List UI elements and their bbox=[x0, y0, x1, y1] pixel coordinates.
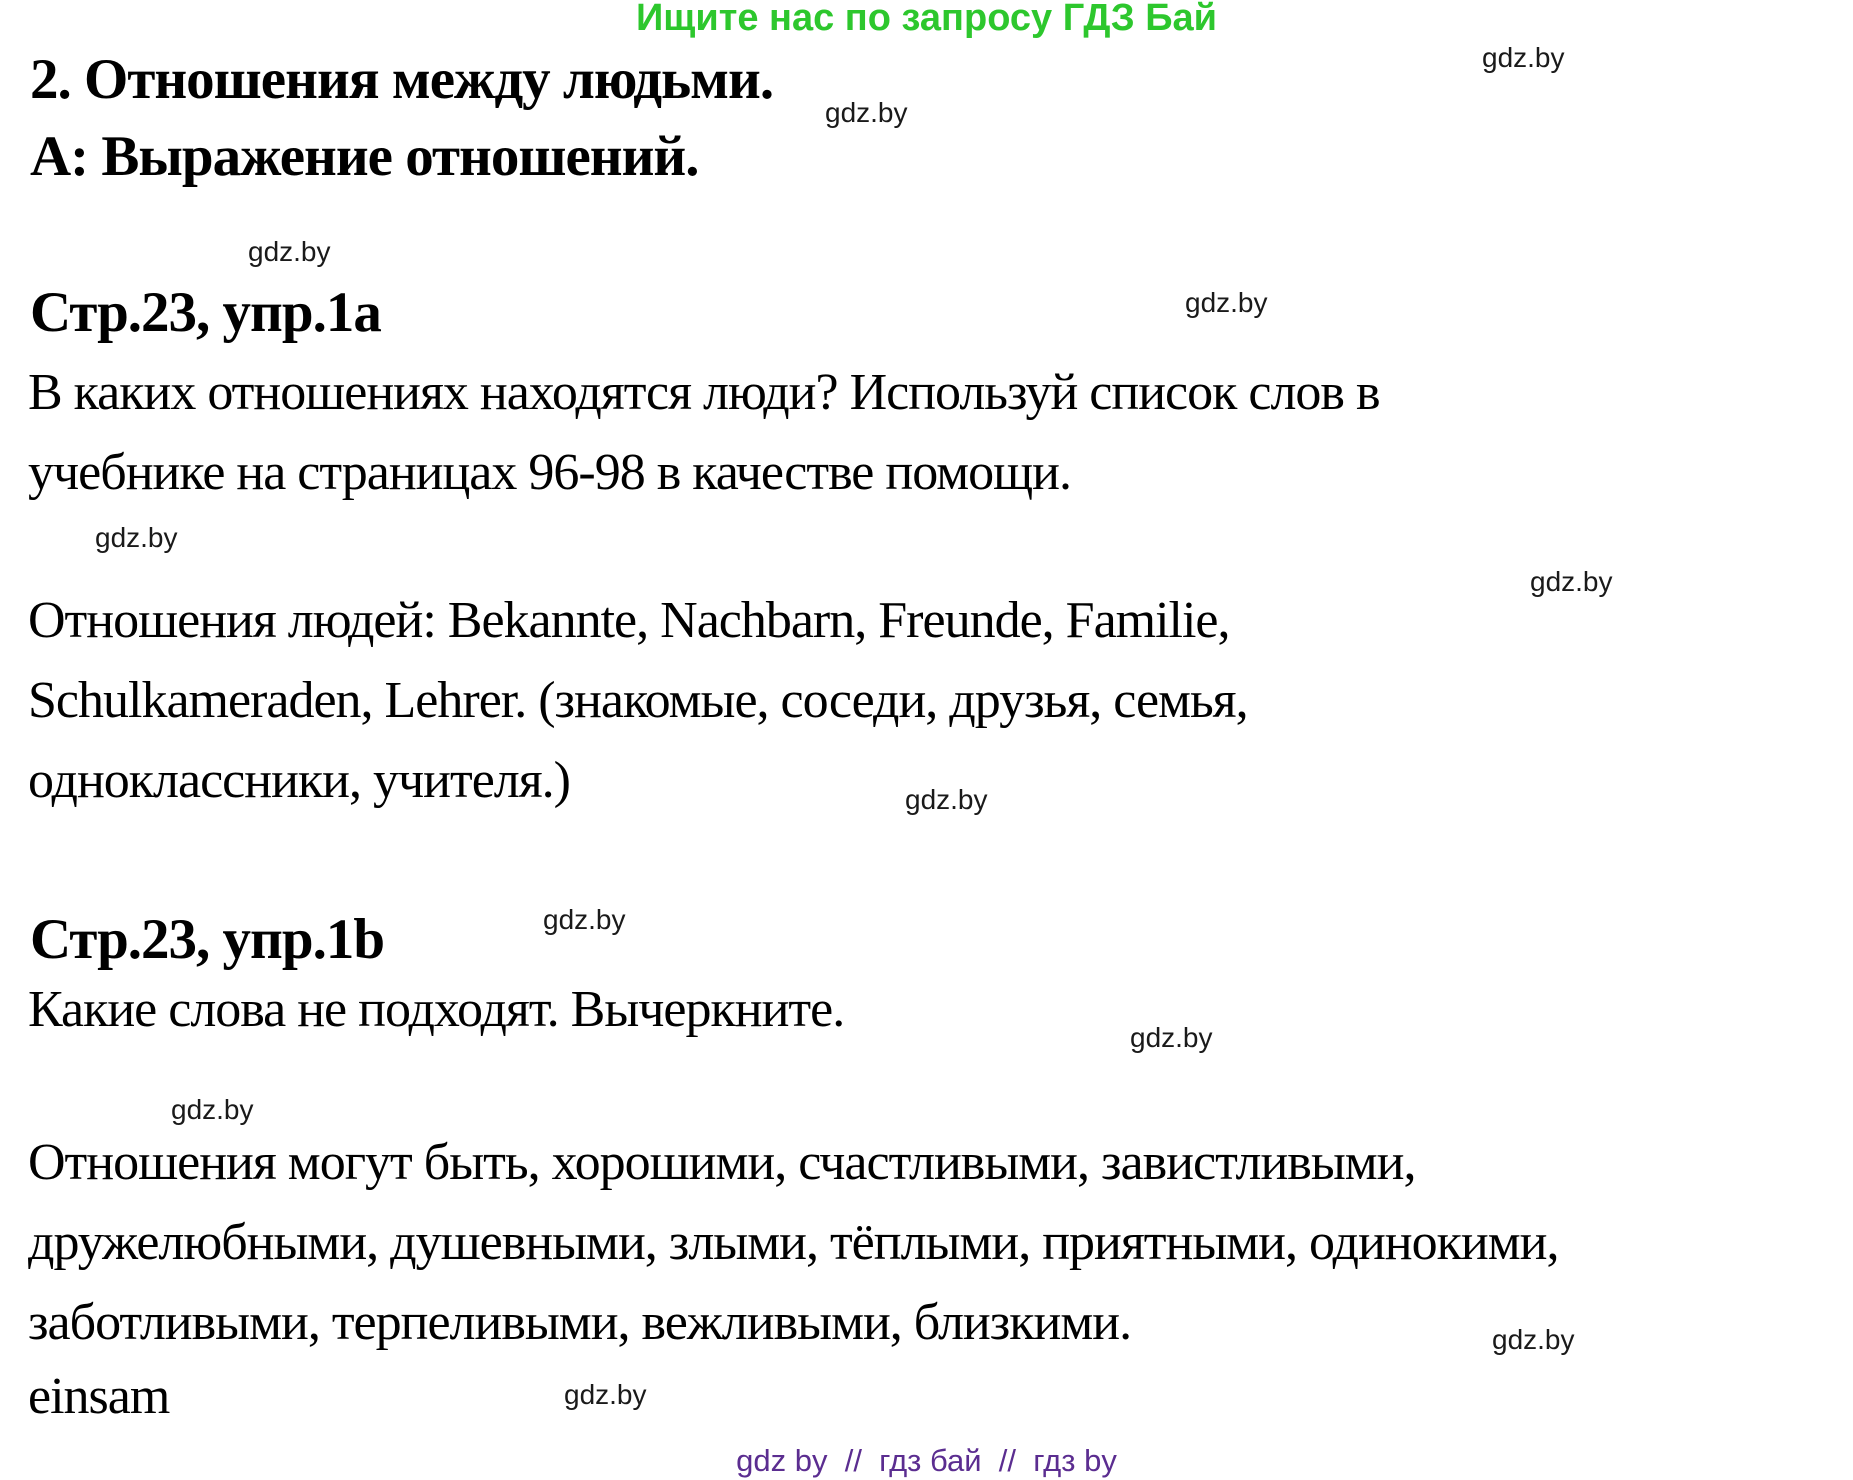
task-line: учебнике на страницах 96-98 в качестве помощи. bbox=[28, 444, 1072, 501]
gdz-watermark: gdz.by bbox=[1482, 42, 1565, 73]
exercise-1b-heading: Стр.23, упр.1b bbox=[30, 908, 385, 971]
exercise-1b-task bbox=[28, 970, 844, 1050]
site-footer: gdz by // гдз бай // гдз by bbox=[736, 1443, 1117, 1478]
gdz-watermark: gdz.by bbox=[564, 1379, 647, 1410]
answer-line: Отношения людей: Bekannte, Nachbarn, Freunde, Familie, bbox=[28, 592, 1230, 649]
gdz-watermark: gdz.by bbox=[1185, 287, 1268, 318]
answer-line: Отношения могут быть, хорошими, счастливыми, завистливыми, bbox=[28, 1134, 1416, 1191]
task-line: Какие слова не подходят. Вычеркните. bbox=[28, 981, 845, 1038]
gdz-watermark: gdz.by bbox=[1130, 1022, 1213, 1053]
exercise-1a-answer bbox=[28, 581, 1248, 821]
answer-line: einsam bbox=[28, 1368, 170, 1425]
promo-banner: Ищите нас по запросу ГДЗ Бай bbox=[635, 0, 1218, 39]
gdz-watermark: gdz.by bbox=[1530, 566, 1613, 597]
gdz-watermark: gdz.by bbox=[171, 1094, 254, 1125]
exercise-1a-heading: Стр.23, упр.1a bbox=[30, 281, 381, 344]
gdz-watermark: gdz.by bbox=[95, 522, 178, 553]
gdz-watermark: gdz.by bbox=[543, 904, 626, 935]
task-line: В каких отношениях находятся люди? Используй список слов в bbox=[28, 364, 1380, 421]
exercise-1b-answer bbox=[28, 1123, 1558, 1363]
extra-word bbox=[28, 1357, 169, 1437]
exercise-1a-task bbox=[28, 353, 1380, 513]
gdz-watermark: gdz.by bbox=[248, 236, 331, 267]
gdz-watermark: gdz.by bbox=[825, 97, 908, 128]
unit-heading: 2. Отношения между людьми. bbox=[30, 48, 774, 111]
gdz-watermark: gdz.by bbox=[905, 784, 988, 815]
answer-line: дружелюбными, душевными, злыми, тёплыми, приятными, одинокими, bbox=[28, 1214, 1559, 1271]
section-heading: А: Выражение отношений. bbox=[30, 125, 699, 188]
answer-line: заботливыми, терпеливыми, вежливыми, близкими. bbox=[28, 1294, 1132, 1351]
answer-line: Schulkameraden, Lehrer. (знакомые, соседи, друзья, семья, bbox=[28, 672, 1248, 729]
gdz-watermark: gdz.by bbox=[1492, 1324, 1575, 1355]
answer-line: одноклассники, учителя.) bbox=[28, 752, 570, 809]
